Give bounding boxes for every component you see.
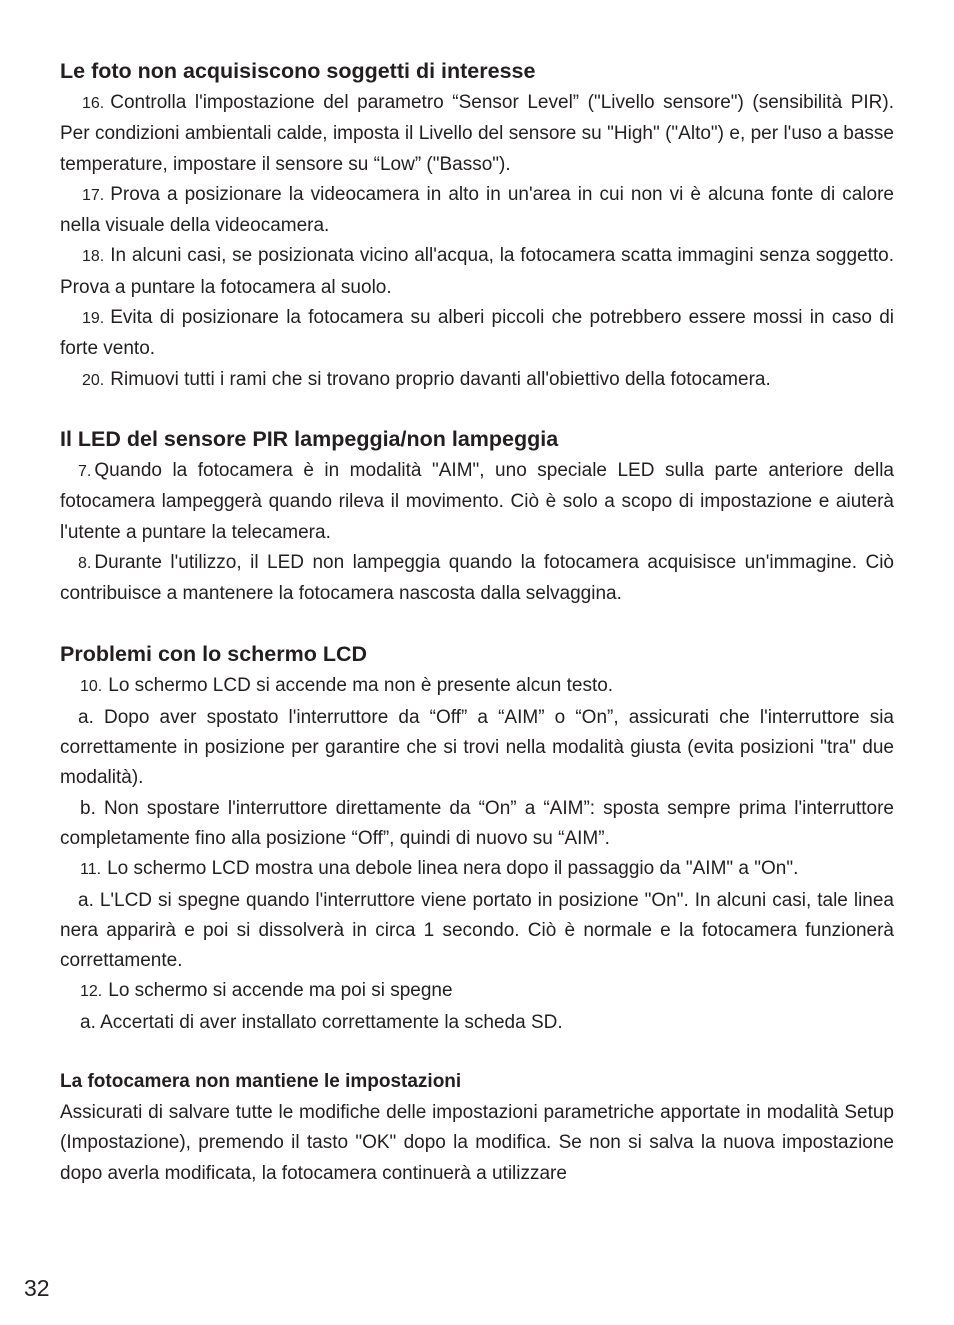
list-item: 11. Lo schermo LCD mostra una debole linea nera dopo il passaggio da "AIM" a "On". — [80, 858, 799, 880]
list-item: 7. Quando la fotocamera è in modalità "AIM", uno speciale LED sulla parte anteriore della fotocamera lampeggerà quando rileva il movimento. Ciò è solo a scopo di impostazione e aiuterà l'utente a puntare la telecamera. — [60, 459, 894, 543]
document-page — [60, 54, 894, 1215]
section-heading: La fotocamera non mantiene le impostazioni — [60, 1071, 462, 1093]
list-item: 8. Durante l'utilizzo, il LED non lampeggia quando la fotocamera acquisisce un'immagine. Ciò contribuisce a mantenere la fotocamera nascosta dalla selvaggina. — [60, 551, 894, 605]
section-heading: Le foto non acquisiscono soggetti di interesse — [60, 59, 536, 83]
section-pir-led — [60, 422, 894, 609]
list-subitem: a. Accertati di aver installato correttamente la scheda SD. — [80, 1011, 563, 1033]
list-subitem: b. Non spostare l'interruttore direttamente da “On” a “AIM”: sposta sempre prima l'interruttore completamente fino alla posizione “Off”, quindi di nuovo su “AIM”. — [60, 797, 894, 849]
section-heading: Problemi con lo schermo LCD — [60, 642, 368, 667]
list-item: 16. Controlla l'impostazione del parametro “Sensor Level” ("Livello sensore") (sensibilità PIR). Per condizioni ambientali calde, imposta il Livello del sensore su "High" ("Alto") e, per l'uso a basse temperature, impostare il sensore su “Low” ("Basso"). — [60, 92, 894, 175]
section-lcd-problems — [60, 637, 894, 1038]
section-heading: Il LED del sensore PIR lampeggia/non lampeggia — [60, 426, 559, 451]
section-settings-not-saved — [60, 1066, 894, 1189]
list-item: 18. In alcuni casi, se posizionata vicino all'acqua, la fotocamera scatta immagini senza soggetto. Prova a puntare la fotocamera al suolo. — [60, 245, 894, 298]
list-item: 20. Rimuovi tutti i rami che si trovano proprio davanti all'obiettivo della fotocamera. — [82, 368, 771, 390]
list-item: 17. Prova a posizionare la videocamera in alto in un'area in cui non vi è alcuna fonte di calore nella visuale della videocamera. — [60, 183, 894, 237]
list-subitem: a. Dopo aver spostato l'interruttore da “Off” a “AIM” o “On”, assicurati che l'interruttore sia correttamente in posizione per garantire che si trovi nella modalità giusta (evita posizioni "tra" due modalità). — [60, 706, 894, 789]
body-paragraph: Assicurati di salvare tutte le modifiche delle impostazioni parametriche apportate in modalità Setup (Impostazione), premendo il tasto "OK" dopo la modifica. Se non si salva la nuova impostazione dopo averla modificata, la fotocamera continuerà a utilizzare — [60, 1102, 894, 1184]
list-subitem: a. L'LCD si spegne quando l'interruttore viene portato in posizione "On". In alcuni casi, tale linea nera apparirà e poi si dissolverà in circa 1 secondo. Ciò è normale e la fotocamera funzionerà correttamente. — [60, 889, 894, 972]
section-photos-no-subjects — [60, 54, 894, 396]
list-item: 12. Lo schermo si accende ma poi si spegne — [80, 980, 453, 1002]
list-item: 10. Lo schermo LCD si accende ma non è presente alcun testo. — [80, 675, 614, 697]
list-item: 19. Evita di posizionare la fotocamera su alberi piccoli che potrebbero essere mossi in caso di forte vento. — [60, 307, 894, 360]
page-number: 32 — [24, 1275, 50, 1301]
